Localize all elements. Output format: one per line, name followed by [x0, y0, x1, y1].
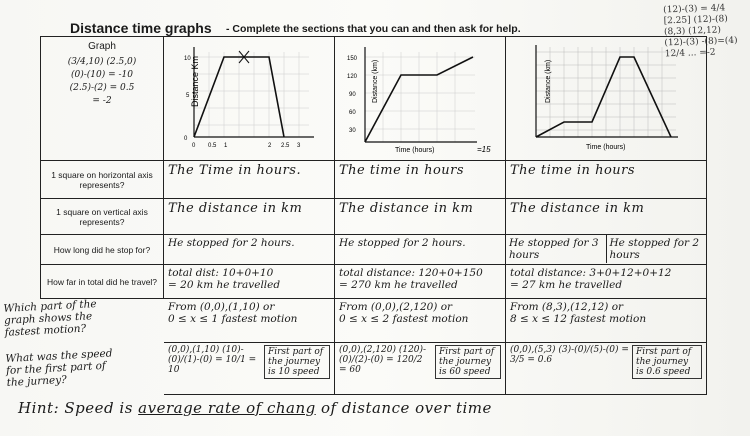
graph-3 [506, 37, 706, 155]
graph-cell-3 [506, 37, 707, 161]
answer-line: 0 ≤ x ≤ 1 fastest motion [168, 313, 298, 325]
answer-line: (0,0),(2,120) (120)-(0)/(2)-(0) = 120/2 = 60 [339, 345, 427, 375]
answer-cell [164, 343, 335, 395]
ytick: 120 [347, 74, 358, 80]
xtick: 2.5 [281, 143, 290, 149]
side-label-fastest: Which part of the graph shows the fastest motion? [3, 298, 97, 339]
hint-prefix: Hint: Speed is [18, 399, 133, 417]
answer-line: total dist: 10+0+10 [168, 267, 274, 279]
page-subtitle: - Complete the sections that you can and then ask for help. [226, 23, 521, 35]
answer-cell: The time in hours [335, 161, 506, 199]
answer-box: First part of the journey is 10 speed [264, 345, 330, 379]
graph-2-xlabel: Time (hours) [395, 147, 435, 154]
answer-line: = 270 km he travelled [339, 279, 458, 291]
answer-line: From (8,3),(12,12) or [510, 301, 624, 313]
ytick: 30 [349, 128, 356, 134]
answer-cell: The Time in hours. [164, 161, 335, 199]
xtick: 2 [268, 143, 272, 149]
answer-cell: The distance in km [164, 199, 335, 235]
answer-cell [506, 299, 707, 343]
answer-cell [335, 299, 506, 343]
xtick: 0 [192, 143, 196, 149]
worksheet-table [40, 36, 707, 395]
answer-line: 0 ≤ x ≤ 2 fastest motion [339, 313, 469, 325]
graph-cell-1 [164, 37, 335, 161]
answer-cell: The distance in km [506, 199, 707, 235]
graph-3-xlabel: Time (hours) [586, 144, 626, 151]
answer-cell: He stopped for 3 hours [509, 237, 599, 261]
answer-line: total distance: 3+0+12+0+12 [510, 267, 672, 279]
xtick: 3 [297, 143, 301, 149]
row-label: How far in total did he travel? [41, 265, 164, 299]
ytick: 60 [349, 110, 356, 116]
ytick: 150 [347, 56, 358, 62]
answer-line: 8 ≤ x ≤ 12 fastest motion [510, 313, 647, 325]
answer-cell [335, 265, 506, 299]
graph-3-line [536, 57, 671, 137]
graph-header: Graph [88, 41, 116, 52]
graph-work [45, 56, 159, 108]
graph-header-cell [41, 37, 164, 161]
xtick: 1 [224, 143, 228, 149]
answer-line: = 27 km he travelled [510, 279, 623, 291]
answer-cell: He stopped for 2 hours. [164, 235, 335, 265]
graph-2-note: =15 [477, 145, 491, 154]
ytick: 0 [184, 136, 188, 142]
answer-cell: He stopped for 2 hours. [335, 235, 506, 265]
row-label: 1 square on vertical axis represents? [41, 199, 164, 235]
margin-note: (12)-(3) = 4/4 [2.25] (12)-(8) (8,3) (12,12) (12)-(3) -(8)=(4) 12/4 ... =-2 [663, 3, 738, 60]
row-label: 1 square on horizontal axis represents? [41, 161, 164, 199]
answer-cell-split [506, 235, 707, 265]
work-line: (2.5)-(2) = 0.5 [69, 83, 135, 93]
work-line: (3/4,10) (2.5,0) [67, 57, 137, 67]
work-line: = -2 [92, 96, 112, 106]
answer-line: = 20 km he travelled [168, 279, 281, 291]
ytick: 5 [186, 93, 190, 99]
answer-cell [164, 265, 335, 299]
xtick: 0.5 [208, 143, 217, 149]
hint-line [18, 399, 492, 417]
row-label-empty [41, 343, 164, 395]
answer-box: First part of the journey is 60 speed [435, 345, 501, 379]
answer-line: (0,0),(5,3) (3)-(0)/(5)-(0) = 3/5 = 0.6 [510, 345, 629, 365]
answer-cell: He stopped for 2 hours [606, 235, 707, 263]
answer-line: From (0,0),(1,10) or [168, 301, 275, 313]
graph-2-ylabel: Distance (km) [372, 59, 379, 103]
graph-1-ylabel: Distance Km [190, 55, 200, 107]
answer-cell [506, 265, 707, 299]
side-label-speed: What was the speed for the first part of the jurney? [5, 347, 113, 389]
ytick: 90 [349, 92, 356, 98]
answer-cell: The time in hours [506, 161, 707, 199]
answer-line: (0,0),(1,10) (10)-(0)/(1)-(0) = 10/1 = 10 [168, 345, 257, 375]
answer-line: total distance: 120+0+150 [339, 267, 483, 279]
ytick: 10 [184, 56, 191, 62]
work-line: (0)-(10) = -10 [70, 70, 134, 80]
answer-cell: The distance in km [335, 199, 506, 235]
answer-cell [164, 299, 335, 343]
graph-3-ylabel: Distance (km) [545, 59, 552, 103]
graph-cell-2 [335, 37, 506, 161]
row-label: How long did he stop for? [41, 235, 164, 265]
answer-cell [506, 343, 707, 395]
page-title: Distance time graphs [70, 20, 212, 36]
graph-2 [335, 37, 505, 155]
answer-cell [335, 343, 506, 395]
hint-suffix: of distance over time [321, 399, 492, 417]
answer-line: From (0,0),(2,120) or [339, 301, 453, 313]
graph-1 [164, 37, 334, 155]
answer-box: First part of the journey is 0.6 speed [632, 345, 702, 379]
hint-underlined: average rate of chang [138, 399, 316, 417]
row-label-empty [41, 299, 164, 343]
